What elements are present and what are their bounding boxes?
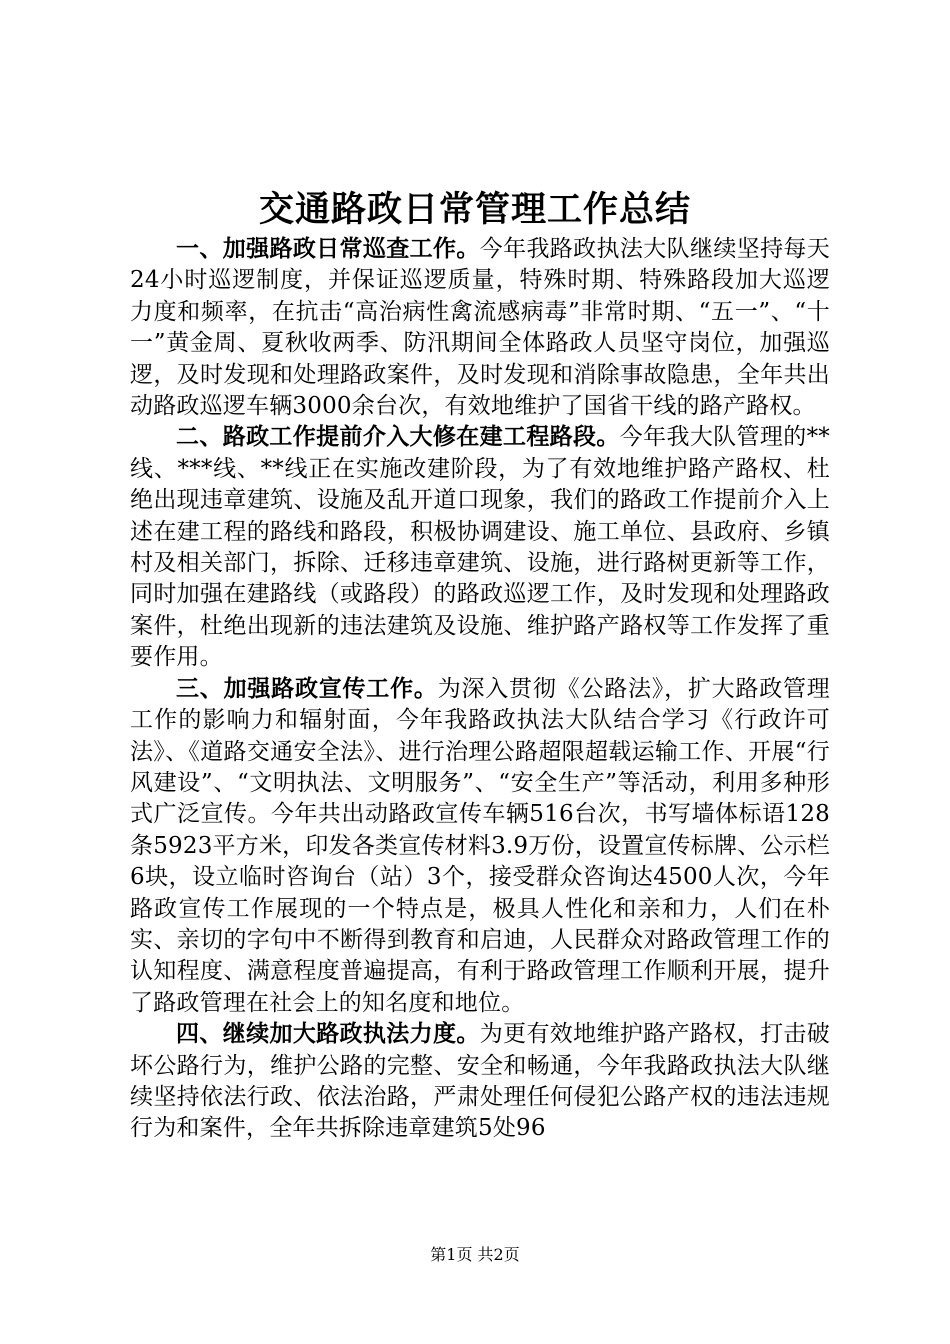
document-title: 交通路政日常管理工作总结 bbox=[258, 190, 691, 230]
paragraph-1-heading: 一、加强路政日常巡查工作。 bbox=[176, 236, 480, 262]
paragraph-3-heading: 三、加强路政宣传工作。 bbox=[176, 675, 438, 702]
document-body bbox=[130, 234, 830, 1145]
paragraph-1 bbox=[130, 234, 830, 422]
paragraph-4 bbox=[130, 1019, 830, 1145]
paragraph-1-text: 今年我路政执法大队继续坚持每天24小时巡逻制度，并保证巡逻质量，特殊时期、特殊路段加大巡逻力度和频率，在抗击“高治病性禽流感病毒”非常时期、“五一”、“十一”黄金周、夏秋收两季、防汛期间全体路政人员坚守岗位，加强巡逻，及时发现和处理路政案件，及时发现和消除事故隐患，全年共出动路政巡逻车辆3000余台次，有效地维护了国省干线的路产路权。 bbox=[130, 236, 830, 420]
paragraph-2 bbox=[130, 422, 830, 673]
paragraph-3 bbox=[130, 674, 830, 1019]
paragraph-4-text: 为更有效地维护路产路权，打击破坏公路行为，维护公路的完整、安全和畅通，今年我路政执法大队继续坚持依法行政、依法治路，严肃处理任何侵犯公路产权的违法违规行为和案件，全年共拆除违章建筑5处96 bbox=[130, 1021, 830, 1142]
paragraph-4-heading: 四、继续加大路政执法力度。 bbox=[176, 1021, 480, 1048]
page-number-footer: 第1页 共2页 bbox=[430, 1245, 520, 1264]
paragraph-2-text: 今年我大队管理的**线、***线、**线正在实施改建阶段，为了有效地维护路产路权、杜绝出现违章建筑、设施及乱开道口现象，我们的路政工作提前介入上述在建工程的路线和路段，积极协调建设、施工单位、县政府、乡镇村及相关部门，拆除、迁移违章建筑、设施，进行路树更新等工作，同时加强在建路线（或路段）的路政巡逻工作，及时发现和处理路政案件，杜绝出现新的违法建筑及设施、维护路产路权等工作发挥了重要作用。 bbox=[130, 424, 830, 671]
paragraph-3-text: 为深入贯彻《公路法》，扩大路政管理工作的影响力和辐射面，今年我路政执法大队结合学习《行政许可法》、《道路交通安全法》、进行治理公路超限超载运输工作、开展“行风建设”、“文明执法、文明服务”、“安全生产”等活动，利用多种形式广泛宣传。今年共出动路政宣传车辆516台次，书写墙体标语128条5923平方米，印发各类宣传材料3.9万份，设置宣传标牌、公示栏6块，设立临时咨询台（站）3个，接受群众咨询达4500人次，今年路政宣传工作展现的一个特点是，极具人性化和亲和力，人们在朴实、亲切的字句中不断得到教育和启迪，人民群众对路政管理工作的认知程度、满意程度普遍提高，有利于路政管理工作顺利开展，提升了路政管理在社会上的知名度和地位。 bbox=[130, 675, 831, 1016]
paragraph-2-heading: 二、路政工作提前介入大修在建工程路段。 bbox=[176, 424, 620, 451]
